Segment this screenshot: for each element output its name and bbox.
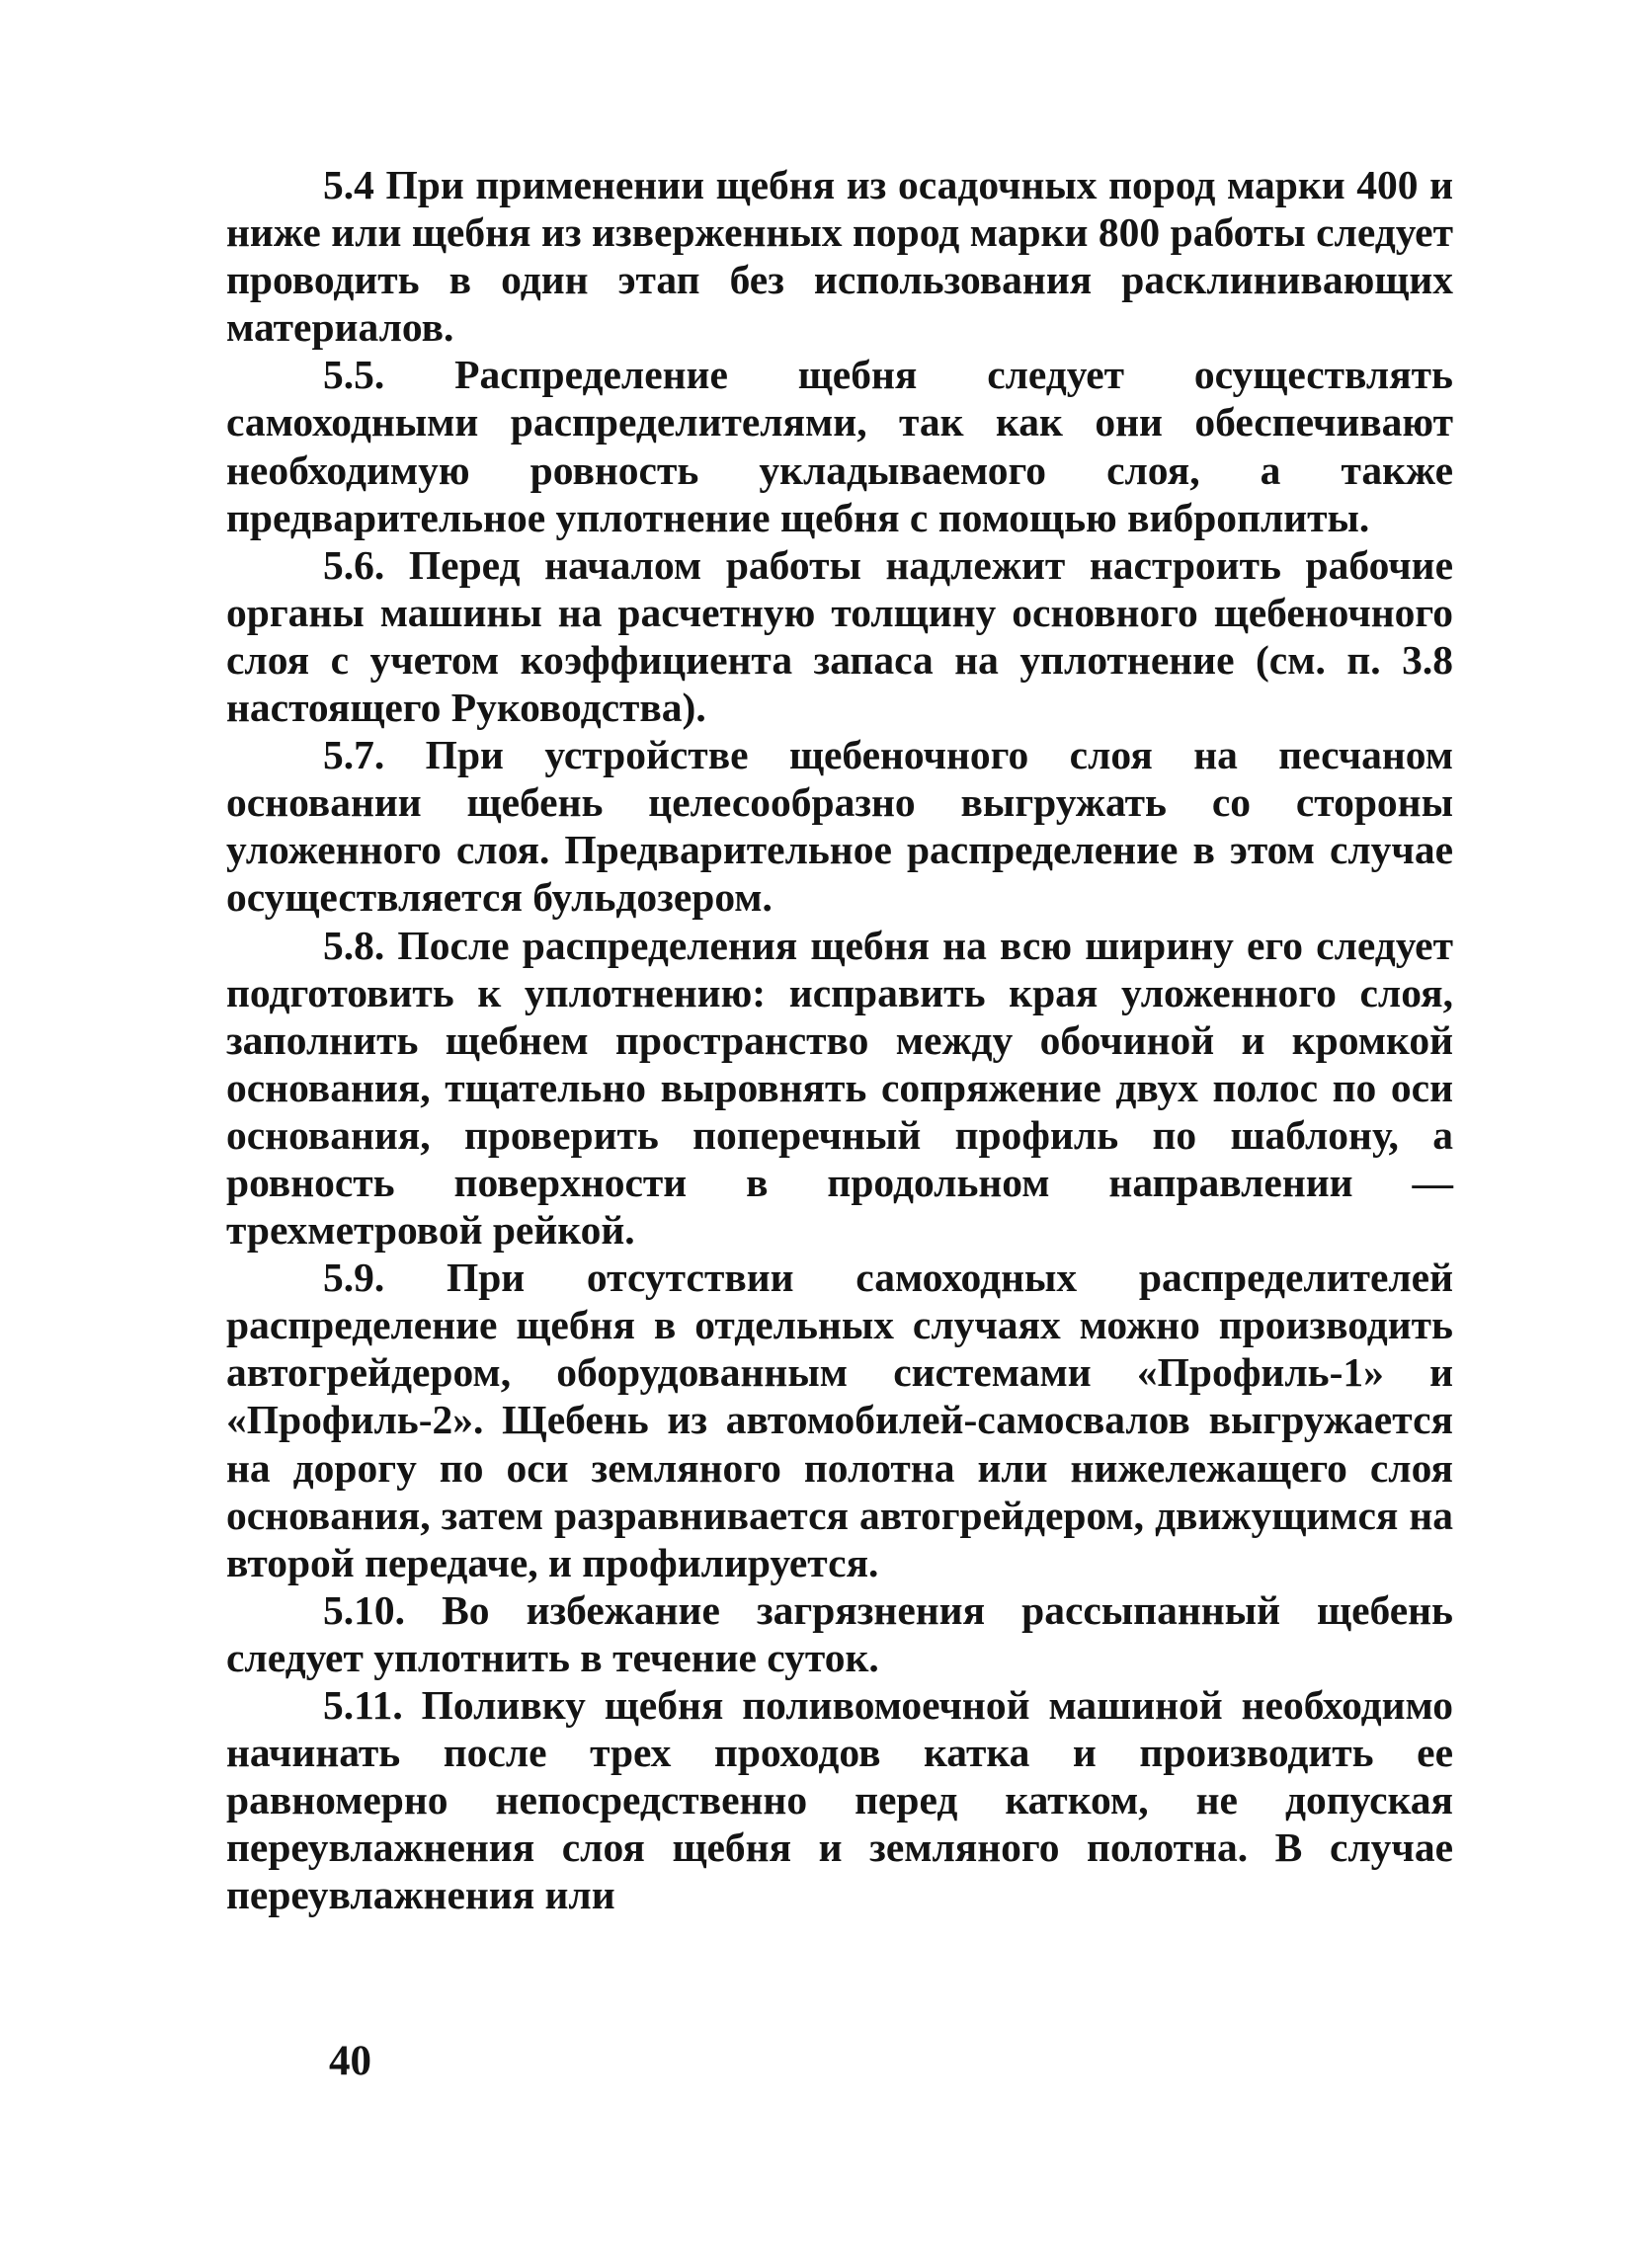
paragraph-5-9: 5.9. При отсутствии самоходных распределителей распределение щебня в отдельных случаях можно производить автогрейдером, оборудованным системами «Профиль-1» и «Профиль-2». Щебень из автомобилей-самосвалов выгружается на дорогу по оси земляного полотна или нижележащего слоя основания, затем разравнивается автогрейдером, движущимся на второй передаче, и профилируется. xyxy=(226,1255,1453,1585)
paragraph-5-11: 5.11. Поливку щебня поливомоечной машиной необходимо начинать после трех проходов катка и производить ее равномерно непосредственно перед катком, не допуская переувлажнения слоя щебня и земляного полотна. В случае переувлажнения или xyxy=(226,1682,1453,1918)
paragraph-5-10: 5.10. Во избежание загрязнения рассыпанный щебень следует уплотнить в течение суток. xyxy=(226,1586,1453,1680)
paragraph-5-8: 5.8. После распределения щебня на всю ширину его следует подготовить к уплотнению: исправить края уложенного слоя, заполнить щебнем пространство между обочиной и кромкой основания, тщательно выровнять сопряжение двух полос по оси основания, проверить поперечный профиль по шаблону, а ровность поверхности в продольном направлении — трехметровой рейкой. xyxy=(226,922,1453,1254)
paragraph-5-5: 5.5. Распределение щебня следует осуществлять самоходными распределителями, так как они обеспечивают необходимую ровность укладываемого слоя, а также предварительное уплотнение щебня с помощью виброплиты. xyxy=(226,352,1453,540)
page-number: 40 xyxy=(329,2038,371,2084)
paragraph-5-4: 5.4 При применении щебня из осадочных пород марки 400 и ниже или щебня из изверженных пород марки 800 работы следует проводить в один этап без использования расклинивающих материалов. xyxy=(226,162,1453,351)
paragraph-5-6: 5.6. Перед началом работы надлежит настроить рабочие органы машины на расчетную толщину основного щебеночного слоя с учетом коэффициента запаса на уплотнение (см. п. 3.8 настоящего Руководства). xyxy=(226,541,1453,731)
paragraph-5-7: 5.7. При устройстве щебеночного слоя на песчаном основании щебень целесообразно выгружать со стороны уложенного слоя. Предварительное распределение в этом случае осуществляется бульдозером. xyxy=(226,732,1453,921)
body-text xyxy=(226,161,1453,1918)
